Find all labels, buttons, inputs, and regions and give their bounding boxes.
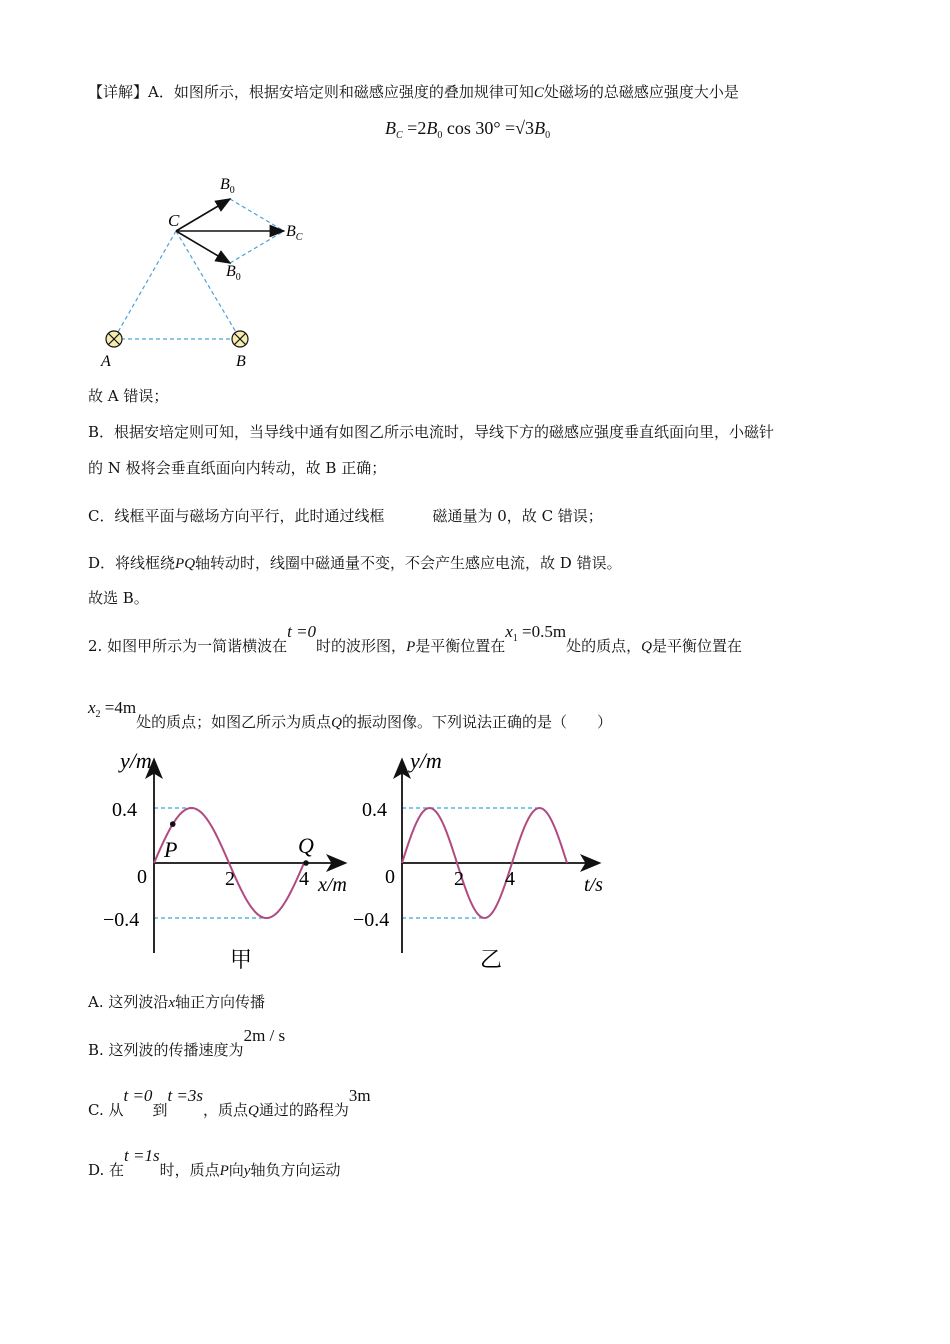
explanation-line-c: C．线框平面与磁场方向平行，此时通过线框 磁通量为 0，故 C 错误； bbox=[88, 507, 603, 525]
explanation-line-b2: 的 N 极将会垂直纸面向内转动，故 B 正确； bbox=[88, 459, 387, 477]
graph-jia bbox=[100, 748, 360, 975]
question-line-2: $x_2 =4m$处的质点；如图乙所示为质点Q的振动图像。下列说法正确的是（ ） bbox=[88, 698, 612, 731]
jia-origin: 0 bbox=[137, 866, 147, 888]
option-b: B. 这列波的传播速度为2m / s bbox=[88, 1026, 286, 1059]
jia-label-p: P bbox=[164, 837, 178, 862]
option-c: C. 从t =0到t =3s，质点Q通过的路程为3m bbox=[88, 1086, 371, 1119]
label-bc: $B_C$ bbox=[286, 223, 303, 243]
option-c-value: 3m bbox=[348, 1086, 371, 1105]
explanation-a-conclusion: 故 A 错误； bbox=[88, 387, 169, 405]
vector-b0-top bbox=[176, 199, 230, 231]
yi-tick-2: 2 bbox=[454, 868, 464, 890]
wire-a-into-page-icon bbox=[106, 331, 122, 347]
label-a: A bbox=[101, 353, 111, 370]
jia-point-q bbox=[303, 860, 309, 866]
jia-tick-top: 0.4 bbox=[112, 799, 137, 821]
vector-diagram bbox=[90, 168, 330, 378]
x2-expression: $x_2 =4m$ bbox=[88, 698, 137, 720]
x1-expression: $x_1 =0.5m$ bbox=[505, 622, 567, 644]
parallelogram-top bbox=[230, 199, 284, 231]
jia-y-label: y/m bbox=[120, 748, 152, 773]
option-d: D. 在t =1s时，质点P向y轴负方向运动 bbox=[88, 1146, 341, 1179]
yi-caption: 乙 bbox=[480, 947, 503, 972]
jia-x-label: x/m bbox=[318, 874, 347, 896]
jia-label-q: Q bbox=[298, 833, 314, 858]
label-b0-top: $B_0$ bbox=[220, 176, 235, 196]
var-c: C bbox=[533, 85, 544, 101]
yi-tick-bottom: −0.4 bbox=[353, 909, 390, 931]
triangle-side-bc bbox=[176, 231, 240, 339]
explanation-line-d: D．将线框绕PQ轴转动时，线圈中磁通量不变，不会产生感应电流，故 D 错误。 bbox=[88, 554, 622, 572]
t-equals-0: t =0 bbox=[287, 622, 317, 641]
jia-caption: 甲 bbox=[230, 947, 253, 972]
graph-yi bbox=[348, 748, 618, 975]
explanation-line-a: 【详解】A．如图所示，根据安培定则和磁感应强度的叠加规律可知C处磁场的总磁感应强度大小是 bbox=[88, 83, 739, 101]
jia-tick-2: 2 bbox=[225, 868, 235, 890]
jia-tick-4: 4 bbox=[299, 868, 309, 890]
wire-b-into-page-icon bbox=[232, 331, 248, 347]
yi-origin: 0 bbox=[385, 866, 395, 888]
question-line-1: 2. 如图甲所示为一简谐横波在t =0时的波形图，P是平衡位置在$x_1 =0.5m$处的质点，Q是平衡位置在 bbox=[88, 622, 742, 655]
explanation-line-b1: B．根据安培定则可知，当导线中通有如图乙所示电流时，导线下方的磁感应强度垂直纸面向里，小磁针 bbox=[88, 423, 775, 441]
jia-tick-bottom: −0.4 bbox=[103, 909, 140, 931]
label-b: B bbox=[236, 353, 246, 370]
yi-tick-top: 0.4 bbox=[362, 799, 387, 821]
label-c: C bbox=[168, 211, 180, 230]
label-b0-bottom: $B_0$ bbox=[226, 263, 241, 283]
explanation-answer: 故选 B。 bbox=[88, 589, 149, 607]
yi-y-label: y/m bbox=[410, 748, 442, 773]
option-b-value: 2m / s bbox=[243, 1026, 286, 1045]
jia-point-p bbox=[170, 821, 176, 827]
yi-tick-4: 4 bbox=[505, 868, 515, 890]
yi-x-label: t/s bbox=[584, 874, 603, 896]
vector-b0-bottom bbox=[176, 231, 230, 263]
parallelogram-bottom bbox=[230, 231, 284, 263]
formula-bc: $B_C =2B_0$ $\cos 30^\circ =√3B_0$ bbox=[385, 118, 551, 141]
triangle-side-ac bbox=[114, 231, 176, 339]
option-a: A. 这列波沿x轴正方向传播 bbox=[88, 993, 266, 1011]
